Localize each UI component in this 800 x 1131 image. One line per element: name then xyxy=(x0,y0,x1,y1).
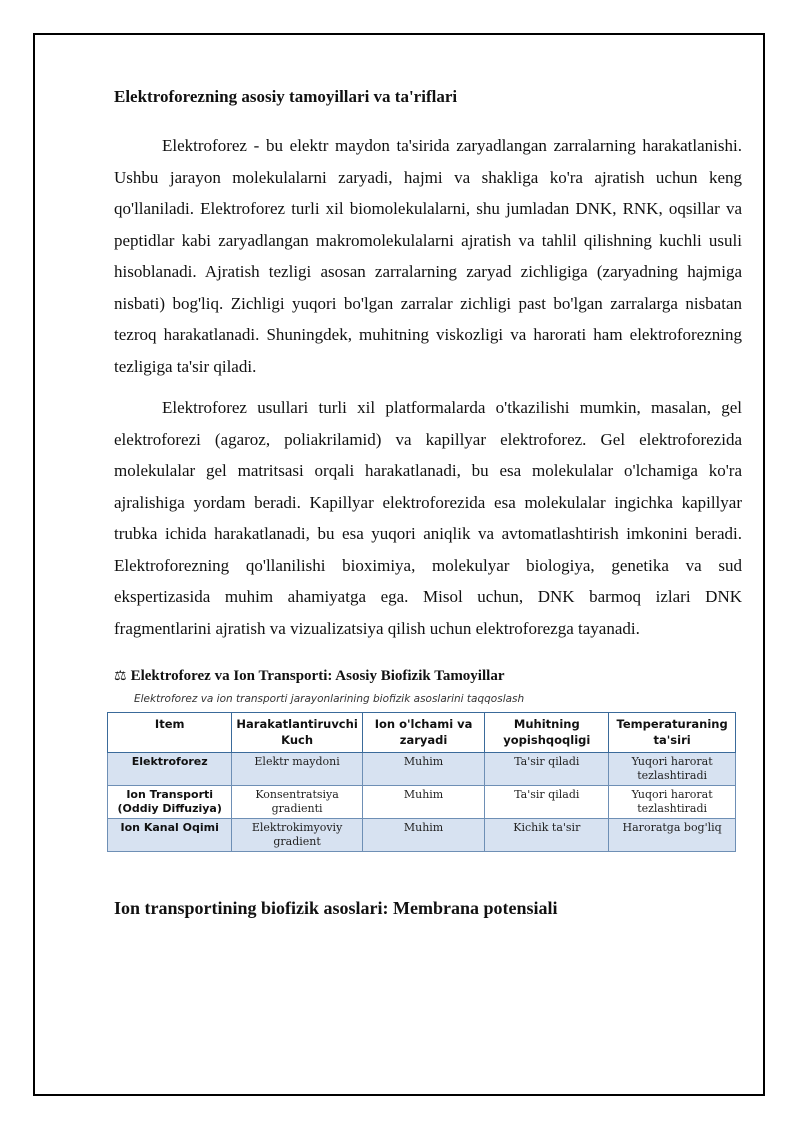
header-ion-size-charge: Ion o'lchami va zaryadi xyxy=(362,713,485,753)
header-item: Item xyxy=(108,713,232,753)
table-cell: Elektrokimyoviy gradient xyxy=(232,819,362,852)
table-header-row xyxy=(108,713,736,753)
table-row xyxy=(108,753,736,786)
table-cell: Konsentratsiya gradienti xyxy=(232,786,362,819)
header-temperature: Temperaturaning ta'siri xyxy=(609,713,736,753)
row-label: Elektroforez xyxy=(108,753,232,786)
table-row xyxy=(108,819,736,852)
header-driving-force: Harakatlantiruvchi Kuch xyxy=(232,713,362,753)
table-title-text: Elektroforez va Ion Transporti: Asosiy Biofizik Tamoyillar xyxy=(130,668,505,684)
table-cell: Kichik ta'sir xyxy=(485,819,609,852)
row-label: Ion Transporti (Oddiy Diffuziya) xyxy=(108,786,232,819)
paragraph-1: Elektroforez - bu elektr maydon ta'sirida zaryadlangan zarralarning harakatlanishi. Ushbu jarayon molekulalarni zaryadi, hajmi va shakliga ko'ra ajratish uchun keng qo'llaniladi. Elektroforez turli xil biomolekulalarni, shu jumladan DNK, RNK, oqsillar va peptidlar kabi zaryadlangan makromolekulalarni ajratish va tahlil qilishning kuchli usuli hisoblanadi. Ajratish tezligi asosan zarralarning zaryad zichligiga (zaryadning hajmiga nisbati) bog'liq. Zichligi yuqori bo'lgan zarralar zichligi past bo'lgan zarralarga nisbatan tezroq harakatlanadi. Shuningdek, muhitning viskozligi va harorati ham elektroforezning tezligiga ta'sir qiladi. xyxy=(114,136,742,376)
table-cell: Haroratga bog'liq xyxy=(609,819,736,852)
table-cell: Ta'sir qiladi xyxy=(485,786,609,819)
table-cell: Muhim xyxy=(362,786,485,819)
table-cell: Elektr maydoni xyxy=(232,753,362,786)
section-heading-2: Ion transportining biofizik asoslari: Membrana potensiali xyxy=(114,898,558,918)
table-cell: Yuqori harorat tezlashtiradi xyxy=(609,753,736,786)
table-cell: Muhim xyxy=(362,819,485,852)
comparison-table xyxy=(107,712,736,852)
document-body xyxy=(114,84,742,919)
table-cell: Ta'sir qiladi xyxy=(485,753,609,786)
scale-icon: ⚖ xyxy=(114,669,127,684)
table-title xyxy=(114,668,742,685)
table-cell: Muhim xyxy=(362,753,485,786)
table-cell: Yuqori harorat tezlashtiradi xyxy=(609,786,736,819)
header-viscosity: Muhitning yopishqoqligi xyxy=(485,713,609,753)
table-row xyxy=(108,786,736,819)
section-heading: Elektroforezning asosiy tamoyillari va ta'riflari xyxy=(114,87,458,106)
row-label: Ion Kanal Oqimi xyxy=(108,819,232,852)
table-caption: Elektroforez va ion transporti jarayonlarining biofizik asoslarini taqqoslash xyxy=(134,693,525,705)
paragraph-2: Elektroforez usullari turli xil platformalarda o'tkazilishi mumkin, masalan, gel elektroforezi (agaroz, poliakrilamid) va kapillyar elektroforez. Gel elektroforezida molekulalar gel matritsasi orqali harakatlanadi, bu esa molekulalar o'lchamiga ko'ra ajralishiga yordam beradi. Kapillyar elektroforezida esa molekulalar ingichka kapillyar trubka ichida harakatlanadi, bu esa yuqori aniqlik va avtomatlashtirish imkonini beradi. Elektroforezning qo'llanilishi bioximiya, molekulyar biologiya, genetika va sud ekspertizasida muhim ahamiyatga ega. Misol uchun, DNK barmoq izlari DNK fragmentlarini ajratish va vizualizatsiya qilish uchun elektroforezga tayanadi. xyxy=(114,398,742,638)
